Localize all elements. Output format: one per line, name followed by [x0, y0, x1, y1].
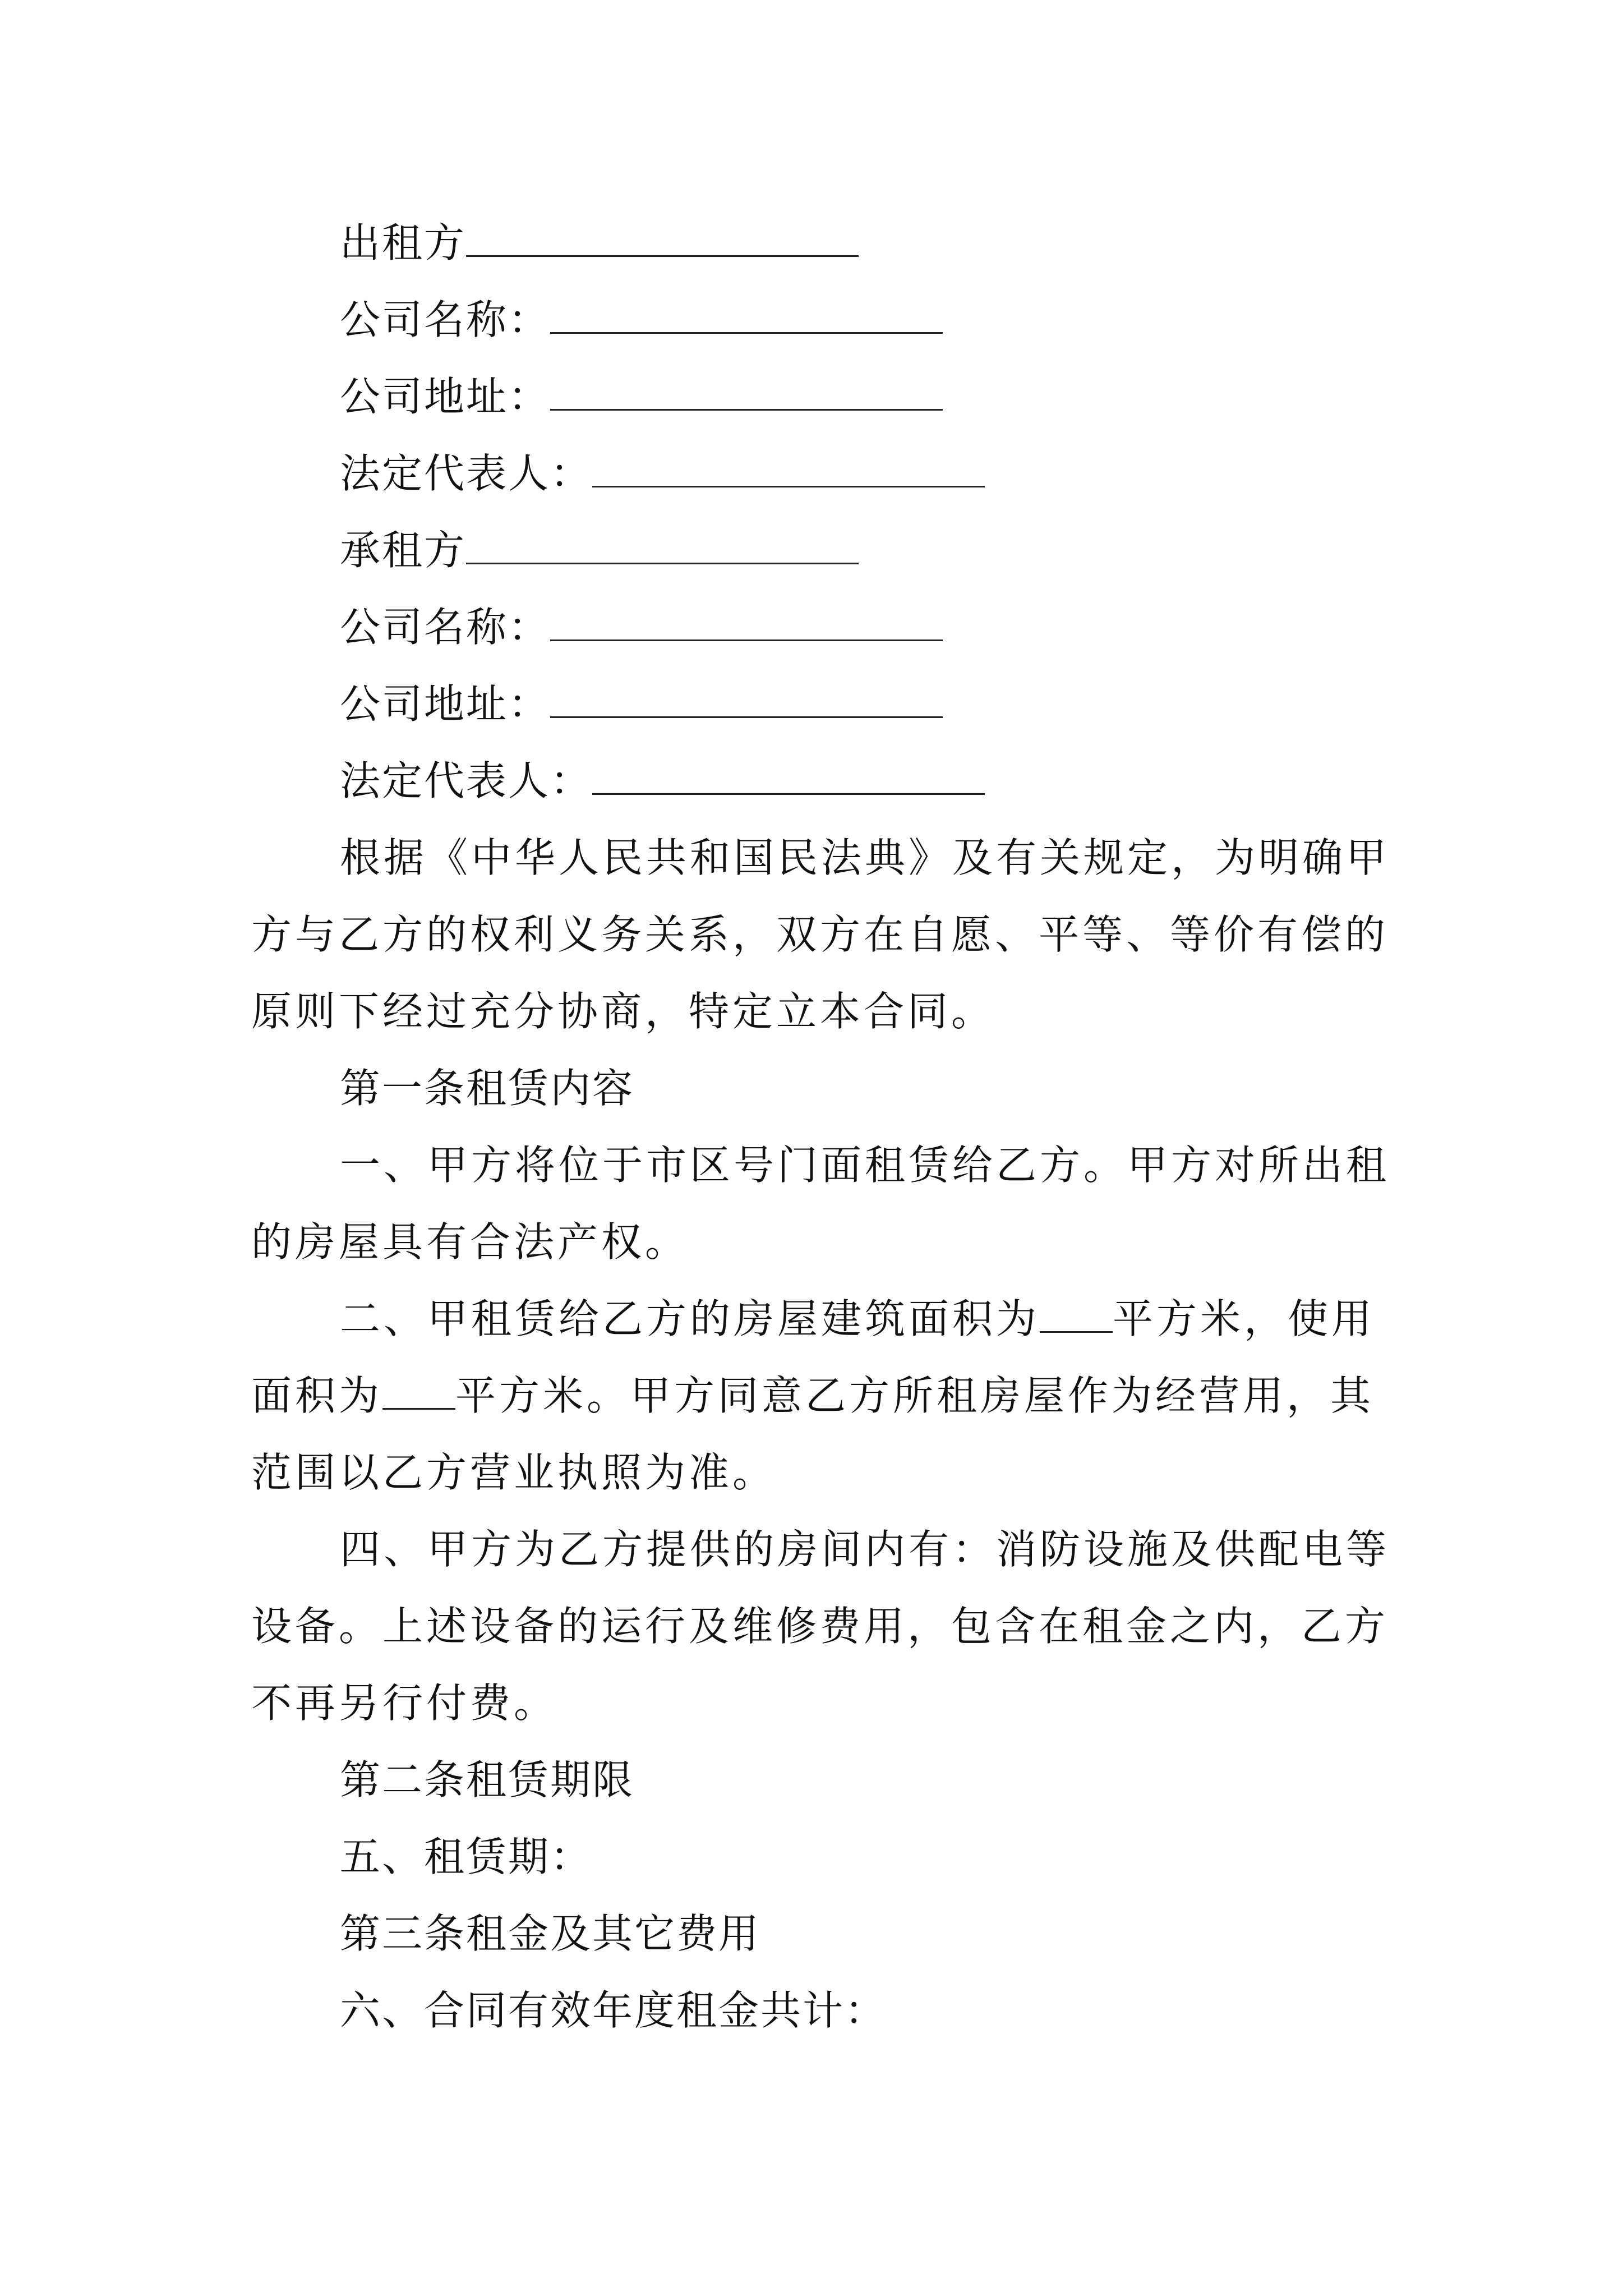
clause2-line [251, 1281, 1384, 1358]
lessor-company-address-line [251, 358, 1384, 435]
lessor-line [251, 205, 1384, 282]
lessor-company-address-label: 公司地址： [340, 373, 551, 420]
clause4-paragraph [251, 1511, 1390, 1742]
clause6-line: 六、合同有效年度租金共计： [340, 1987, 887, 2034]
article2-heading: 第二条租赁期限 [340, 1756, 635, 1803]
preamble-paragraph [251, 820, 1390, 1050]
lessee-company-address-line [251, 666, 1384, 743]
clause2-line [251, 1358, 1384, 1434]
lessee-blank [466, 536, 859, 564]
lessor-legal-rep-blank [592, 459, 985, 487]
preamble-line: 根据《中华人民共和国民法典》及有关规定，为明确甲 [340, 834, 1390, 881]
lessee-legal-rep-blank [592, 766, 985, 795]
clause2-text: 面积为 [251, 1372, 383, 1419]
article3-heading: 第三条租金及其它费用 [340, 1910, 761, 1957]
lessee-company-address-label: 公司地址： [340, 680, 551, 728]
clause1-line: 一、甲方将位于市区号门面租赁给乙方。甲方对所出租 [340, 1142, 1390, 1189]
clause2-text: 二、甲租赁给乙方的房屋建筑面积为 [340, 1295, 1040, 1342]
clause2-text: 平方米，使用 [1113, 1295, 1376, 1342]
clause1-paragraph [251, 1127, 1390, 1281]
building-area-blank [1040, 1304, 1113, 1333]
clause4-line: 设备。上述设备的运行及维修费用，包含在租金之内，乙方 [251, 1603, 1389, 1650]
clause1-line: 的房屋具有合法产权。 [251, 1218, 689, 1266]
lessor-blank [466, 228, 859, 257]
clause2-paragraph [251, 1281, 1384, 1511]
lessee-legal-rep-line [251, 743, 1384, 820]
lessor-company-name-label: 公司名称： [340, 296, 551, 343]
lessee-company-name-blank [550, 613, 943, 641]
clause4-line: 不再另行付费。 [251, 1680, 558, 1727]
lessee-line [251, 512, 1384, 589]
lessor-company-name-blank [550, 305, 943, 334]
preamble-line: 方与乙方的权利义务关系，双方在自愿、平等、等价有偿的 [251, 911, 1389, 958]
clause2-text: 平方米。甲方同意乙方所租房屋作为经营用，其 [455, 1372, 1375, 1419]
lessor-company-name-line [251, 282, 1384, 358]
preamble-line: 原则下经过充分协商，特定立本合同。 [251, 988, 995, 1035]
lessor-legal-rep-label: 法定代表人： [340, 450, 593, 497]
clause2-line: 范围以乙方营业执照为准。 [251, 1449, 777, 1496]
article1-heading: 第一条租赁内容 [340, 1065, 635, 1112]
lessor-legal-rep-line [251, 435, 1384, 512]
lessee-company-name-line [251, 589, 1384, 666]
lessee-label: 承租方 [340, 527, 467, 574]
lessee-legal-rep-label: 法定代表人： [340, 757, 593, 804]
lessor-company-address-blank [550, 382, 943, 411]
usable-area-blank [382, 1381, 455, 1410]
clause5-line: 五、租赁期： [340, 1833, 593, 1880]
clause4-line: 四、甲方为乙方提供的房间内有：消防设施及供配电等 [340, 1526, 1390, 1573]
lessee-company-name-label: 公司名称： [340, 604, 551, 651]
lessee-company-address-blank [550, 689, 943, 718]
document-body [251, 205, 1390, 2049]
lessor-label: 出租方 [340, 219, 467, 266]
